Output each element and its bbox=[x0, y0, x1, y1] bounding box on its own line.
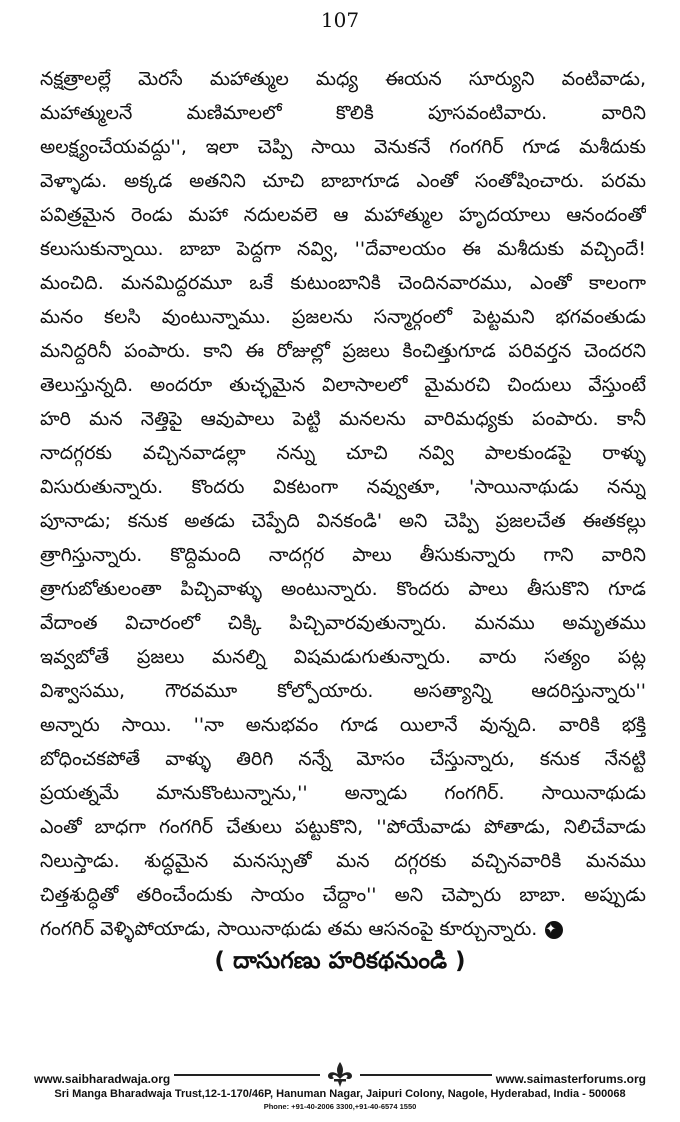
paragraph-line: త్రాగిస్తున్నారు. కొద్దిమంది నాదగ్గర పాలు తీసుకున్నారు గాని వారిని bbox=[40, 544, 646, 566]
paragraph-line: విశ్వాసము, గౌరవమూ కోల్పోయారు. అసత్యాన్ని ఆదరిస్తున్నారు'' bbox=[40, 680, 646, 702]
paragraph-line: మనిద్దరినీ పంపారు. కాని ఈ రోజుల్లో ప్రజలు కించిత్తుగూడ పరివర్తన చెందరని bbox=[40, 340, 646, 362]
footer-link-saimasterforums[interactable]: www.saimasterforums.org bbox=[492, 1072, 650, 1086]
paragraph-line: బోధించకపోతే వాళ్ళు తిరిగి నన్నే మోసం చేస్తున్నారు, కనుక నేనట్టి bbox=[40, 748, 646, 770]
star-in-circle-icon: ✦ bbox=[545, 921, 563, 939]
footer-phone: Phone: +91-40-2006 3300,+91-40-6574 1550 bbox=[263, 1102, 417, 1111]
paragraph-line: మహాత్ములనే మణిమాలలో కొలికి పూసవంటివారు. వారిని bbox=[40, 102, 646, 124]
paragraph-line: కలుసుకున్నాయి. బాబా పెద్దగా నవ్వి, ''దేవాలయం ఈ మశీదుకు వచ్చిందే! bbox=[40, 238, 646, 260]
body-paragraph bbox=[40, 62, 646, 946]
paragraph-line: త్రాగుబోతులంతా పిచ్చివాళ్ళు అంటున్నారు. కొందరు పాలు తీసుకొని గూడ bbox=[40, 578, 646, 600]
page-number: 107 bbox=[320, 8, 360, 32]
source-credit: ( దాసుగణు హరికథనుండి ) bbox=[214, 948, 466, 974]
paragraph-line: పవిత్రమైన రెండు మహా నదులవలె ఆ మహాత్ముల హృదయాలు ఆనందంతో bbox=[40, 204, 646, 226]
footer-address: Sri Manga Bharadwaja Trust,12-1-170/46P, Hanuman Nagar, Jaipuri Colony, Nagole, Hyderabad, India - 500068 bbox=[54, 1088, 626, 1100]
page-footer bbox=[30, 1058, 650, 1114]
paragraph-line: వేదాంత విచారంలో చిక్కి పిచ్చివారవుతున్నారు. మనము అమృతము bbox=[40, 612, 646, 634]
paragraph-line: ప్రయత్నమే మానుకొంటున్నాను,'' అన్నాడు గంగగిర్. సాయినాథుడు bbox=[40, 782, 646, 804]
paragraph-line: నక్షత్రాలల్లే మెరసే మహాత్ముల మధ్య ఈయన సూర్యుని వంటివాడు, bbox=[40, 68, 646, 90]
fleur-de-lis-emblem-icon bbox=[320, 1060, 360, 1088]
paragraph-line: వెళ్ళాడు. అక్కడ అతనిని చూచి బాబాగూడ ఎంతో సంతోషించారు. పరమ bbox=[40, 170, 646, 192]
paragraph-line: అలక్ష్యంచేయవద్దు'', ఇలా చెప్పి సాయి వెనుకనే గంగగిర్ గూడ మశీదుకు bbox=[40, 136, 646, 158]
paragraph-line: గంగగిర్ వెళ్ళిపోయాడు, సాయినాథుడు తమ ఆసనంపై కూర్చున్నారు. ✦ bbox=[40, 912, 646, 946]
paragraph-line: విసురుతున్నారు. కొందరు వికటంగా నవ్వుతూ, 'సాయినాథుడు నన్ను bbox=[40, 476, 646, 498]
paragraph-line: మంచిది. మనమిద్దరమూ ఒకే కుటుంబానికి చెందినవారము, ఎంతో కాలంగా bbox=[40, 272, 646, 294]
paragraph-line: ఎంతో బాధగా గంగగిర్ చేతులు పట్టుకొని, ''పోయేవాడు పోతాడు, నిలిచేవాడు bbox=[40, 816, 646, 838]
paragraph-line: చిత్తశుద్ధితో తరించేందుకు సాయం చేద్దాం'' అని చెప్పారు బాబా. అప్పుడు bbox=[40, 884, 646, 906]
footer-link-saibharadwaja[interactable]: www.saibharadwaja.org bbox=[30, 1072, 174, 1086]
paragraph-line: నిలుస్తాడు. శుద్ధమైన మనస్సుతో మన దగ్గరకు వచ్చినవారికి మనము bbox=[40, 850, 646, 872]
paragraph-line: నాదగ్గరకు వచ్చినవాడల్లా నన్ను చూచి నవ్వి పాలకుండపై రాళ్ళు bbox=[40, 442, 646, 464]
paragraph-line: హరి మన నెత్తిపై ఆవుపాలు పెట్టి మనలను వారిమధ్యకు పంపారు. కానీ bbox=[40, 408, 646, 430]
paragraph-line: తెలుస్తున్నది. అందరూ తుచ్ఛమైన విలాసాలలో మైమరచి చిందులు వేస్తుంటే bbox=[40, 374, 646, 396]
paragraph-line: ఇవ్వబోతే ప్రజలు మనల్ని విషమడుగుతున్నారు. వారు సత్యం పట్ల bbox=[40, 646, 646, 668]
paragraph-line: అన్నారు సాయి. ''నా అనుభవం గూడ యిలానే వున్నది. వారికి భక్తి bbox=[40, 714, 646, 736]
paragraph-line: పూనాడు; కనుక అతడు చెప్పేది వినకండి' అని చెప్పి ప్రజలచేత ఈతకల్లు bbox=[40, 510, 646, 532]
paragraph-line: మనం కలసి వుంటున్నాము. ప్రజలను సన్మార్గంలో పెట్టమని భగవంతుడు bbox=[40, 306, 646, 328]
